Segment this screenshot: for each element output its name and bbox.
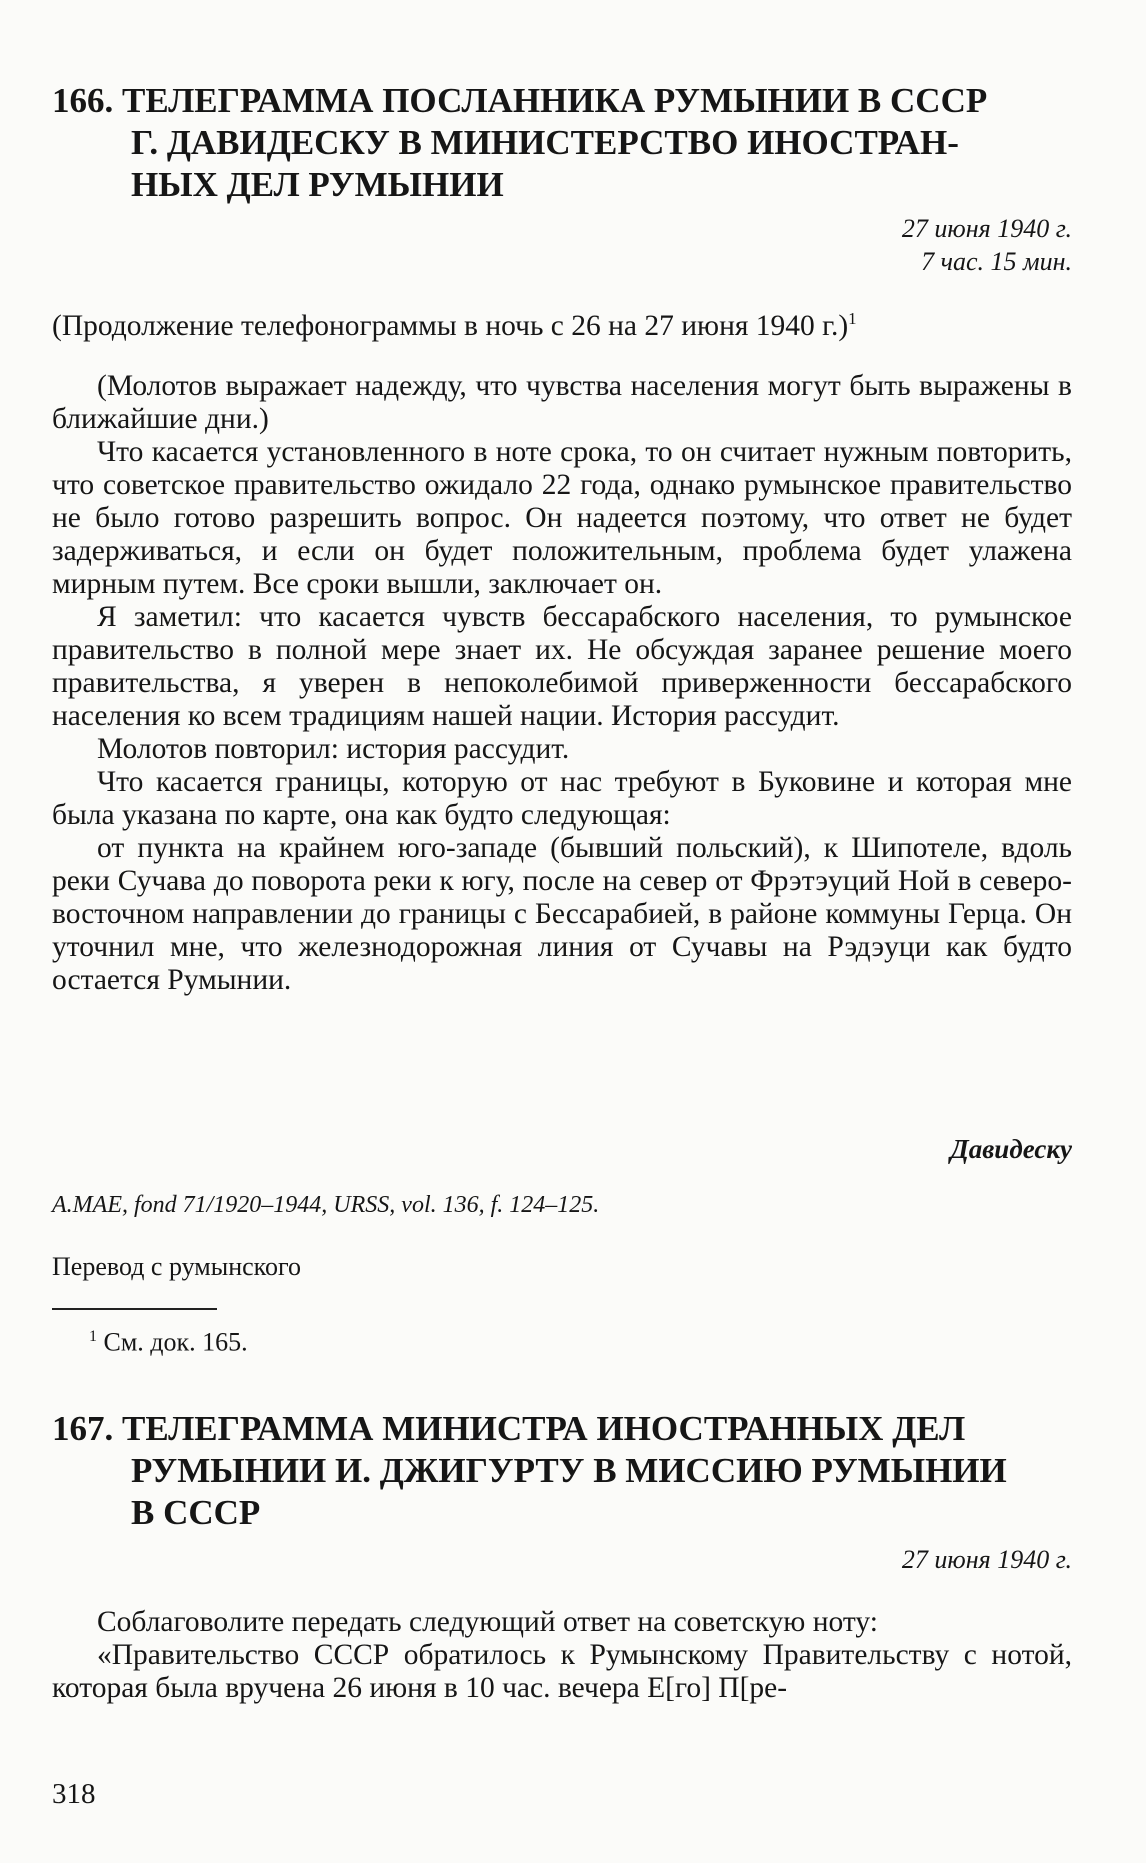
doc167-title-line-1: 167. ТЕЛЕГРАММА МИНИСТРА ИНОСТРАННЫХ ДЕЛ (52, 1409, 966, 1448)
doc166-title-line-1: 166. ТЕЛЕГРАММА ПОСЛАННИКА РУМЫНИИ В СССР (52, 81, 988, 120)
doc166-subtitle-text (52, 302, 1072, 343)
doc167-date: 27 июня 1940 г. (901, 1545, 1072, 1574)
doc167-paragraph-1: Соблаговолите передать следующий ответ на советскую ноту: (97, 1606, 878, 1638)
doc167-paragraph-2: «Правительство СССР обратилось к Румынскому Правительству с нотой, которая была вручена 26 июня в 10 час. вечера Е[го] П[ре- (52, 1639, 1072, 1704)
footnote (52, 1322, 1072, 1358)
doc166-paragraph-6: от пункта на крайнем юго-западе (бывший польский), к Шипотеле, вдоль реки Сучава до поворота реки к югу, после на север от Фрэтэуций Ной в северо-восточном направлении до границы с Бессарабией, в районе коммуны Герца. Он уточнил мне, что железнодорожная линия от Сучавы на Рэдэуци как будто остается Румынии. (52, 832, 1072, 996)
doc167-body (52, 1606, 1072, 1705)
doc166-source-block (52, 1190, 1072, 1220)
doc166-signature: Давидеску (950, 1134, 1072, 1164)
doc166-signature-block (52, 1133, 1072, 1166)
footnote-rule (52, 1308, 217, 1310)
doc167-title-line-3: В СССР (131, 1493, 261, 1532)
footnote-mark: 1 (89, 1328, 97, 1345)
doc166-dateline (52, 212, 1072, 278)
doc166-title (52, 80, 1072, 206)
footnote-rule-block (52, 1308, 1072, 1310)
doc166-translation-note: Перевод с румынского (52, 1252, 301, 1281)
doc166-paragraph-1: (Молотов выражает надежду, что чувства населения могут быть выражены в ближайшие дни.) (52, 370, 1072, 435)
footnote-ref: 1 (848, 309, 857, 328)
doc167-title-line-2: РУМЫНИИ И. ДЖИГУРТУ В МИССИЮ РУМЫНИИ (131, 1451, 1007, 1490)
doc166-date: 27 июня 1940 г. (901, 214, 1072, 243)
doc166-translation-block (52, 1252, 1072, 1282)
doc167-dateline (52, 1543, 1072, 1576)
doc166-time: 7 час. 15 мин. (921, 247, 1072, 276)
doc166-paragraph-5: Что касается границы, которую от нас требуют в Буковине и которая мне была указана по карте, она как будто следующая: (52, 766, 1072, 831)
doc166-subtitle (52, 302, 1072, 343)
doc166-paragraph-4: Молотов повторил: история рассудит. (97, 733, 570, 765)
page-number: 318 (52, 1778, 96, 1810)
doc166-subtitle-label: (Продолжение телефонограммы в ночь с 26 на 27 июня 1940 г.) (52, 309, 849, 342)
doc167-title (52, 1408, 1072, 1534)
doc166-archive-source: A.MAE, fond 71/1920–1944, URSS, vol. 136, f. 124–125. (52, 1192, 600, 1218)
footnote-label: См. док. 165. (103, 1327, 248, 1357)
footnote-text (52, 1322, 1072, 1358)
doc166-title-line-2: Г. ДАВИДЕСКУ В МИНИСТЕРСТВО ИНОСТРАН- (131, 123, 959, 162)
doc166-title-line-3: НЫХ ДЕЛ РУМЫНИИ (131, 165, 504, 204)
doc166-body (52, 370, 1072, 997)
doc166-paragraph-3: Я заметил: что касается чувств бессарабского населения, то румынское правительство в полной мере знает их. Не обсуждая заранее решение моего правительства, я уверен в непоколебимой приверженности бессарабского населения ко всем традициям нашей нации. История рассудит. (52, 601, 1072, 732)
doc167-heading (52, 1408, 1072, 1534)
page-number-block (52, 1778, 1072, 1811)
doc166-paragraph-2: Что касается установленного в ноте срока, то он считает нужным повторить, что советское правительство ожидало 22 года, однако румынское правительство не было готово разрешить вопрос. Он надеется поэтому, что ответ не будет задерживаться, и если он будет положительным, проблема будет улажена мирным путем. Все сроки вышли, заключает он. (52, 436, 1072, 600)
doc166-heading (52, 80, 1072, 206)
